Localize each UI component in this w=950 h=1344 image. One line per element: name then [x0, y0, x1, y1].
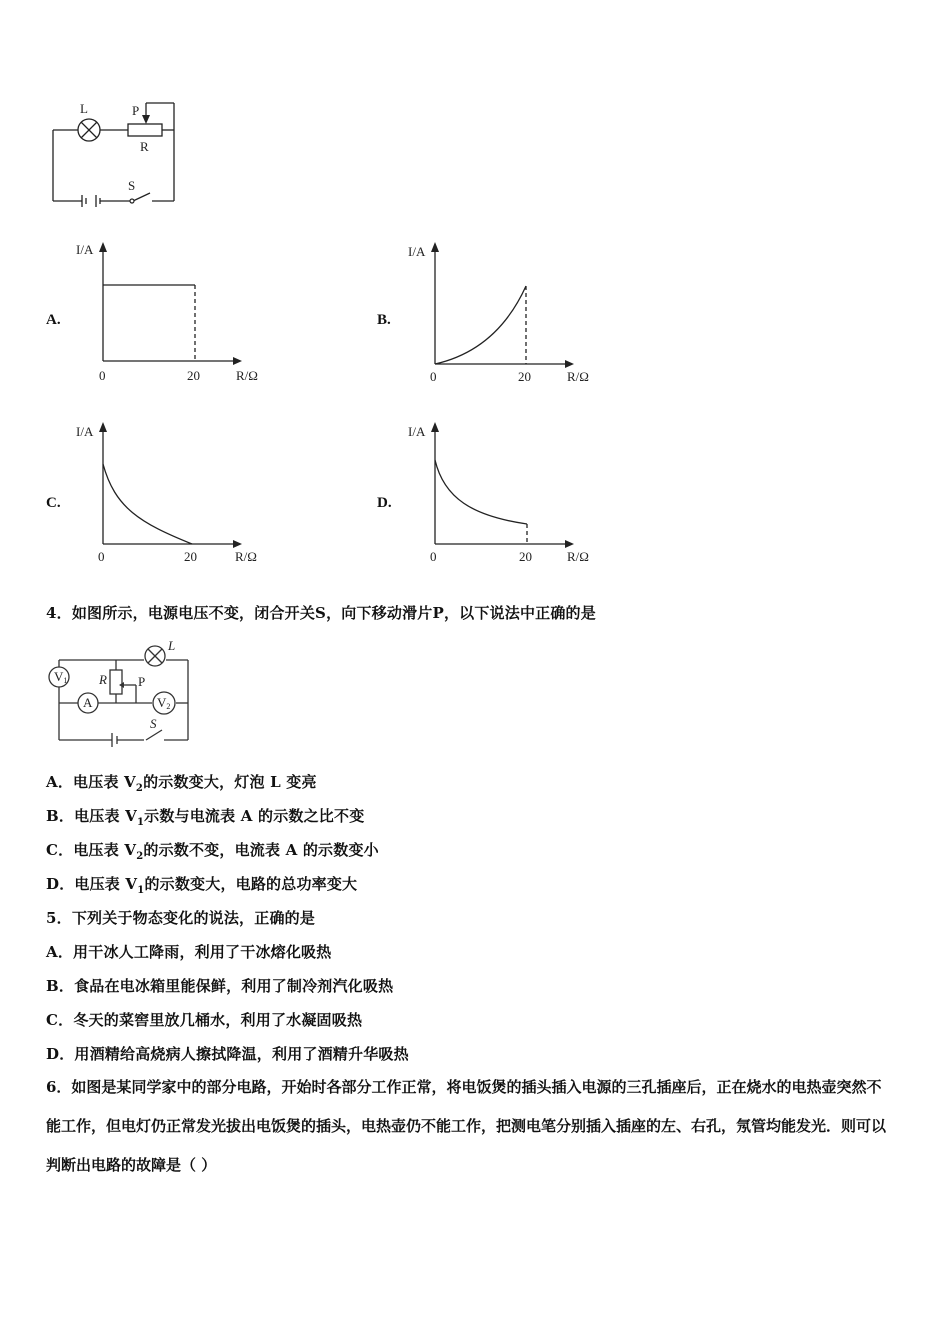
x-axis-label: R/Ω	[567, 549, 589, 564]
origin-label: 0	[430, 369, 437, 384]
resistor-label: R	[99, 672, 107, 687]
y-axis-label: I/A	[408, 424, 426, 439]
x-axis-label: R/Ω	[236, 368, 258, 383]
graph-c	[70, 418, 280, 568]
option-c-label: C.	[46, 495, 61, 511]
question-4-stem: 4．如图所示，电源电压不变，闭合开关S，向下移动滑片P，以下说法中正确的是	[46, 604, 596, 622]
q4-option-a: A．电压表 $V_2$的示数变大，灯泡 L 变亮	[46, 773, 317, 794]
v1-label: V1	[54, 669, 68, 685]
resistor-label: R	[140, 139, 149, 154]
q4-option-b: B．电压表 $V_1$示数与电流表 A 的示数之比不变	[46, 807, 365, 828]
origin-label: 0	[98, 549, 105, 564]
y-axis-label: I/A	[76, 424, 94, 439]
x-axis-label: R/Ω	[235, 549, 257, 564]
q5-option-d: D．用酒精给高烧病人擦拭降温，利用了酒精升华吸热	[46, 1045, 409, 1063]
x-tick-20: 20	[187, 368, 200, 383]
slider-label: P	[138, 674, 146, 689]
q4-option-d: D．电压表 $V_1$的示数变大，电路的总功率变大	[46, 875, 358, 896]
y-axis-label: I/A	[408, 244, 426, 259]
q5-option-c: C．冬天的菜窖里放几桶水，利用了水凝固吸热	[46, 1011, 363, 1029]
graph-d	[402, 418, 612, 568]
ammeter-label: A	[83, 695, 93, 710]
option-b-label: B.	[377, 312, 391, 328]
circuit-diagram-1	[40, 95, 190, 210]
origin-label: 0	[99, 368, 106, 383]
v2-label: V2	[157, 695, 171, 711]
q5-option-b: B．食品在电冰箱里能保鲜，利用了制冷剂汽化吸热	[46, 977, 394, 995]
y-axis-label: I/A	[76, 242, 94, 257]
x-tick-20: 20	[518, 369, 531, 384]
option-d-label: D.	[377, 495, 392, 511]
circuit-diagram-2	[44, 640, 194, 750]
x-tick-20: 20	[519, 549, 532, 564]
x-tick-20: 20	[184, 549, 197, 564]
slider-label: P	[132, 103, 140, 118]
x-axis-label: R/Ω	[567, 369, 589, 384]
lamp-label: L	[80, 101, 88, 116]
q4-option-c: C．电压表 $V_2$的示数不变，电流表 A 的示数变小	[46, 841, 379, 862]
q5-option-a: A．用干冰人工降雨，利用了干冰熔化吸热	[46, 943, 332, 961]
question-5-stem: 5．下列关于物态变化的说法，正确的是	[46, 909, 316, 927]
switch-label: S	[150, 716, 157, 731]
question-6-stem: 6．如图是某同学家中的部分电路，开始时各部分工作正常，将电饭煲的插头插入电源的三孔插座后，正在烧水的电热壶突然不能工作，但电灯仍正常发光拔出电饭煲的插头，电热壶仍不能工作，把测电笔分别插入插座的左、右孔，氖管均能发光．则可以判断出电路的故障是（ ）	[46, 1078, 887, 1174]
graph-a	[70, 238, 280, 388]
option-a-label: A.	[46, 312, 61, 328]
graph-b	[402, 238, 612, 388]
origin-label: 0	[430, 549, 437, 564]
switch-label: S	[128, 178, 136, 193]
lamp-label: L	[168, 640, 176, 653]
